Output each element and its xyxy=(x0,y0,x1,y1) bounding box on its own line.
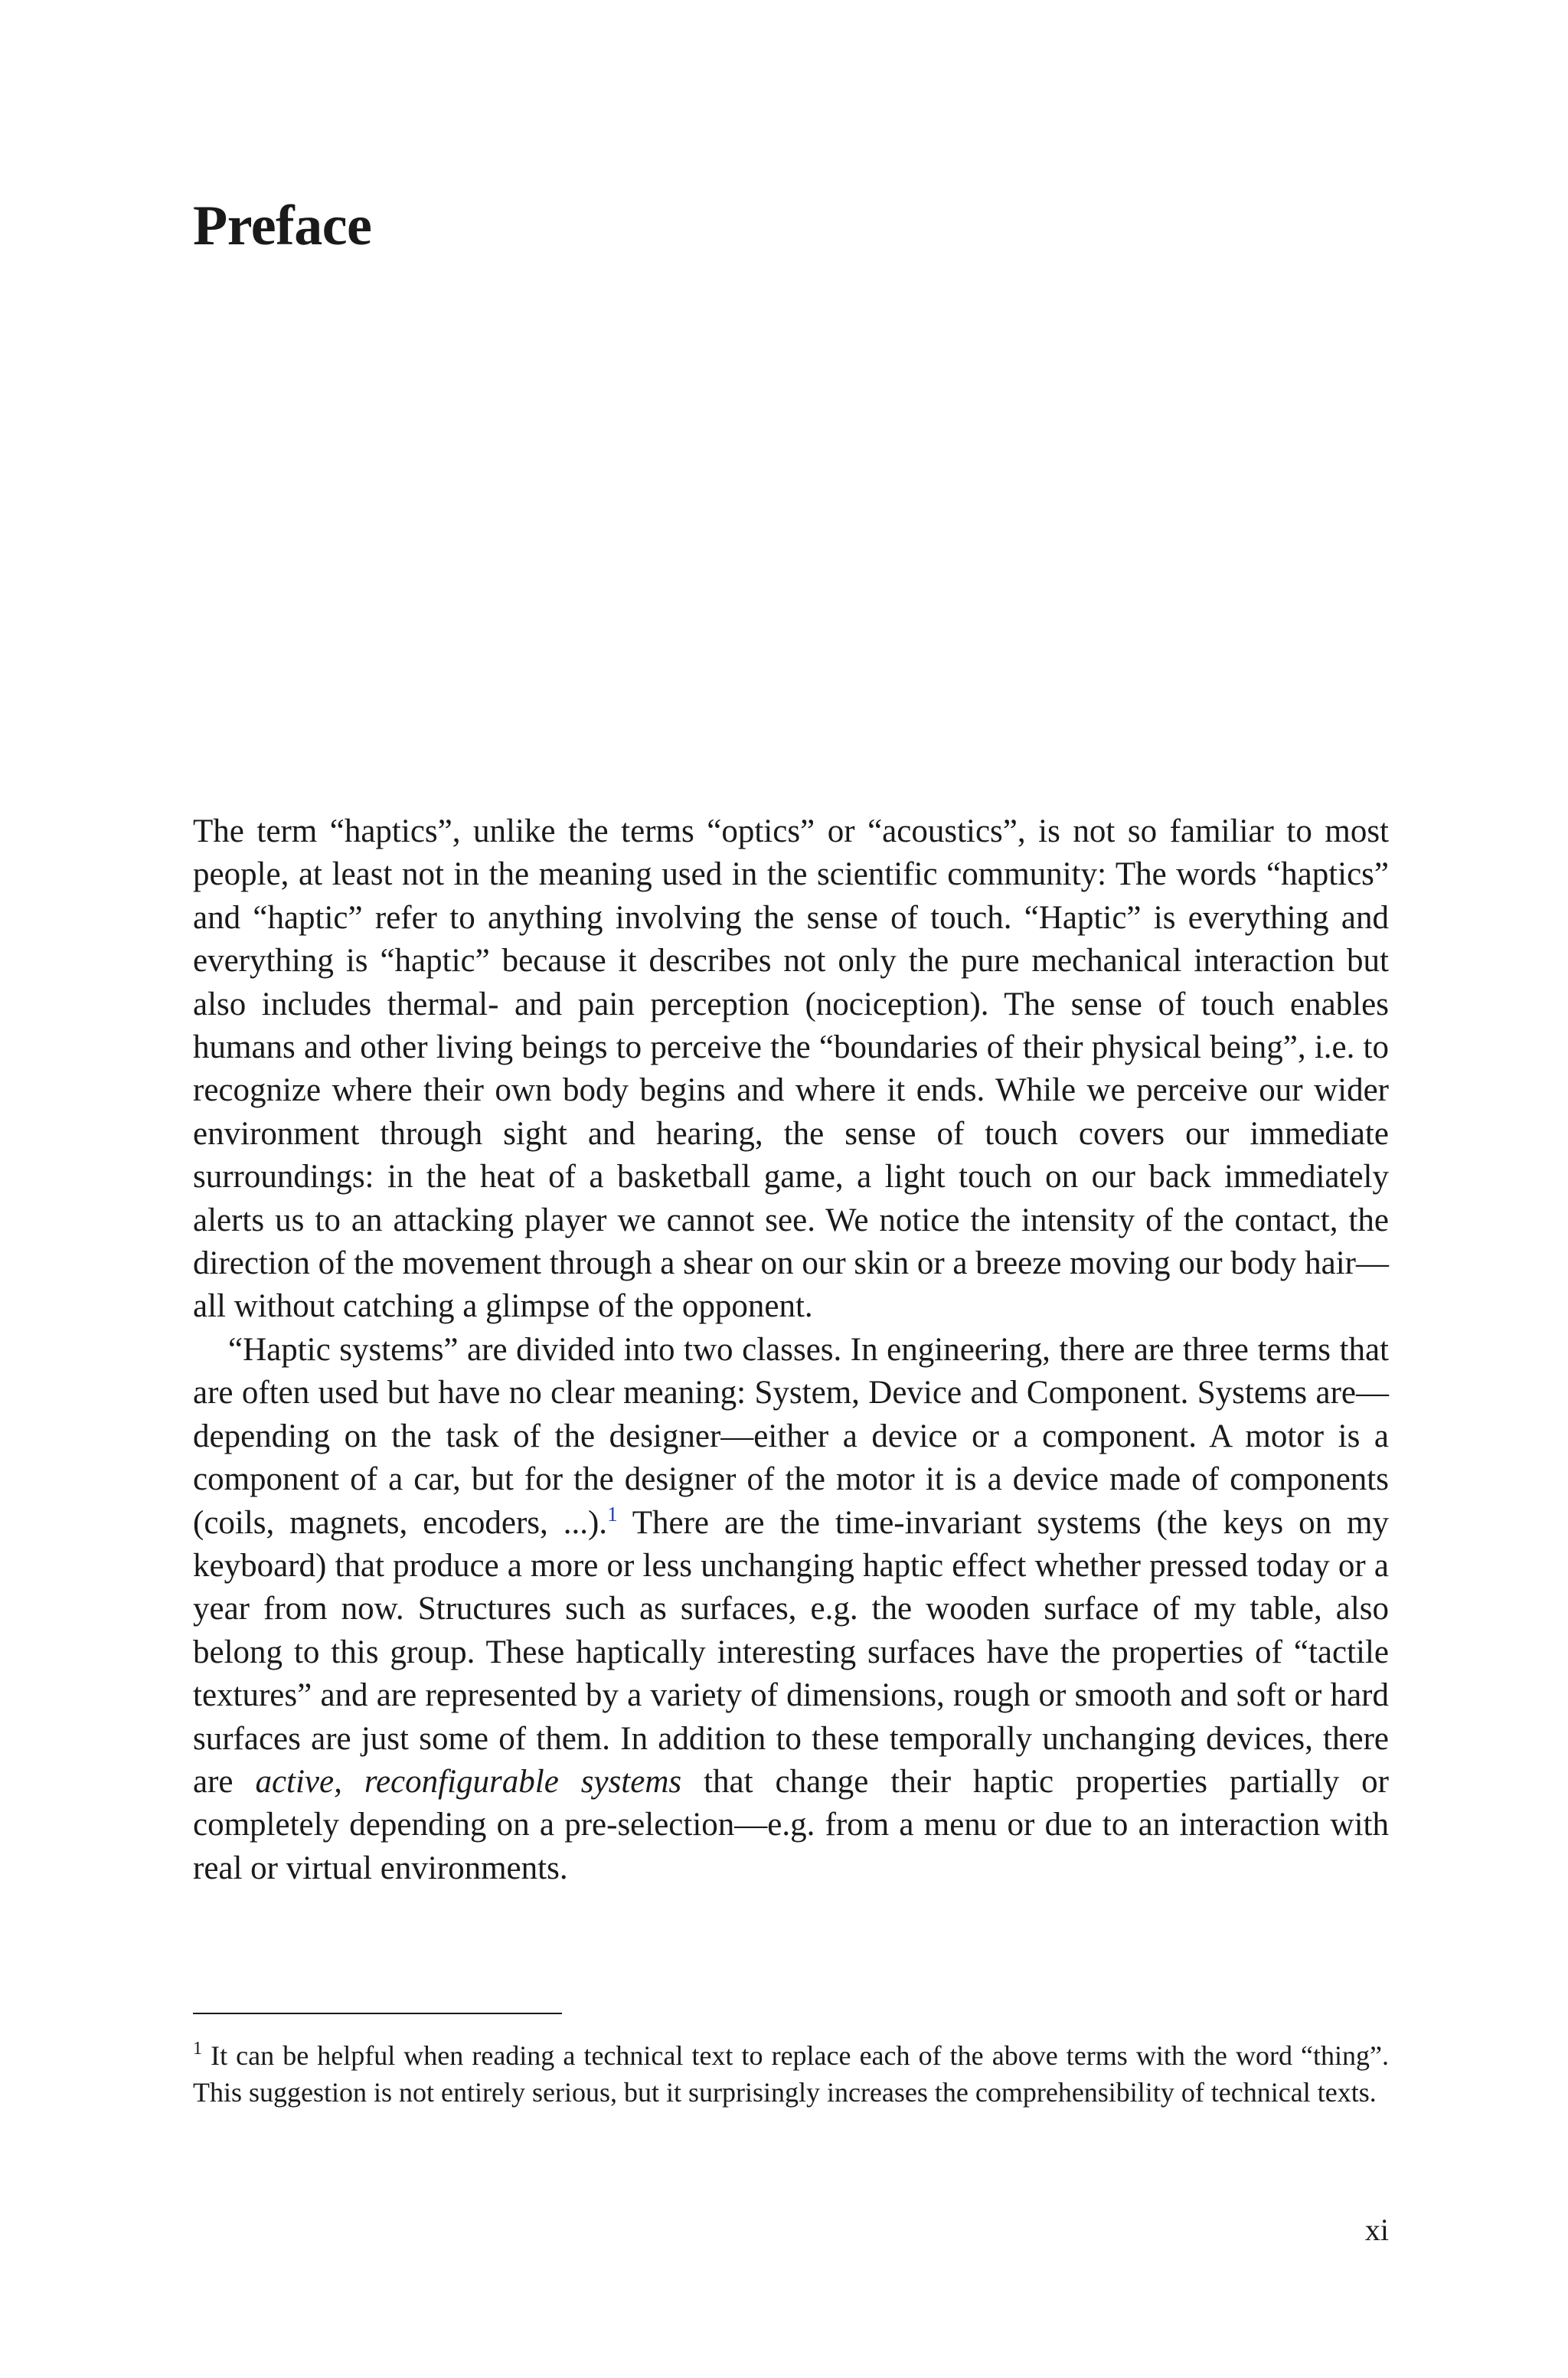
paragraph-2-text-c: that change their haptic properties partially or completely depending on a pre-selection—e.g. from a menu or due to an interaction with real or virtual environments. xyxy=(193,1763,1389,1886)
footnote-1 xyxy=(193,2037,1389,2111)
body-text xyxy=(193,810,1389,1890)
footnote-marker: 1 xyxy=(193,2039,202,2059)
paragraph-2 xyxy=(193,1329,1389,1890)
paragraph-2-text-b: There are the time-invariant systems (the keys on my keyboard) that produce a more or less unchanging haptic effect whether pressed today or a year from now. Structures such as surfaces, e.g. the wooden surface of my table, also belong to this group. These haptically interesting surfaces have the properties of “tactile textures” and are represented by a variety of dimensions, rough or smooth and soft or hard surfaces are just some of them. In addition to these temporally unchanging devices, there are xyxy=(193,1504,1389,1800)
paragraph-1: The term “haptics”, unlike the terms “optics” or “acoustics”, is not so familiar to most people, at least not in the meaning used in the scientific community: The words “haptics” and “haptic” refer to anything involving the sense of touch. “Haptic” is everything and everything is “haptic” because it describes not only the pure mechanical interaction but also includes thermal- and pain perception (nociception). The sense of touch enables humans and other living beings to perceive the “boundaries of their physical being”, i.e. to recognize where their own body begins and where it ends. While we perceive our wider environment through sight and hearing, the sense of touch covers our immediate surroundings: in the heat of a basketball game, a light touch on our back immediately alerts us to an attacking player we cannot see. We notice the intensity of the contact, the direction of the movement through a shear on our skin or a breeze moving our body hair—all without catching a glimpse of the opponent. xyxy=(193,813,1389,1325)
emphasis-active-reconfigurable-systems: active, reconfigurable systems xyxy=(255,1763,682,1800)
footnote-divider xyxy=(193,2013,562,2014)
footnote-reference-link[interactable]: 1 xyxy=(607,1502,618,1526)
page-title: Preface xyxy=(193,195,372,257)
page-number: xi xyxy=(1364,2213,1389,2247)
paragraph-2-text-a: “Haptic systems” are divided into two classes. In engineering, there are three terms that are often used but have no clear meaning: System, Device and Component. Systems are—depending on the task of the designer—either a device or a component. A motor is a component of a car, but for the designer of the motor it is a device made of components (coils, magnets, encoders, ...). xyxy=(193,1331,1389,1541)
footnote-text: It can be helpful when reading a technical text to replace each of the above terms with the word “thing”. This suggestion is not entirely serious, but it surprisingly increases the comprehensibility of technical texts. xyxy=(193,2040,1389,2108)
